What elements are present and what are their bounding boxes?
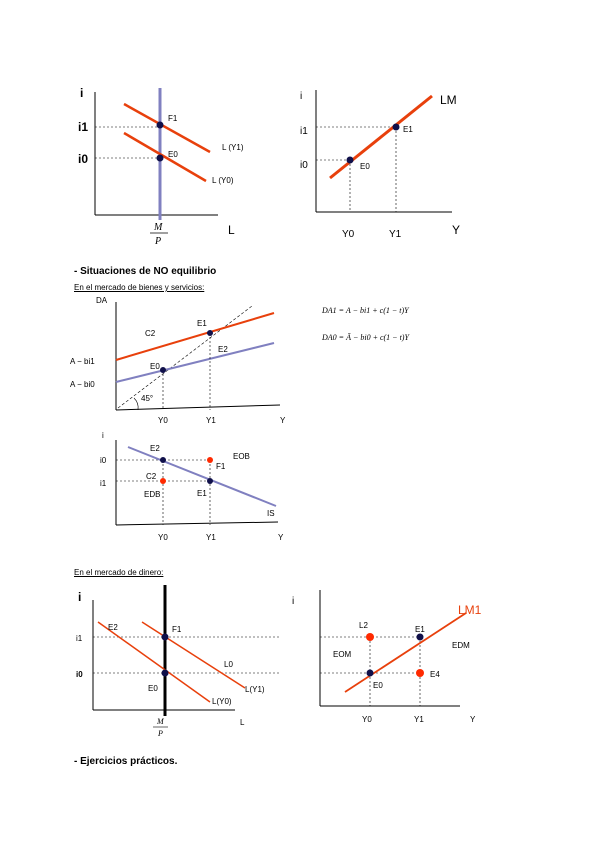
fig5-p-e0: E0 bbox=[148, 684, 158, 693]
fig6-p-e1: E1 bbox=[415, 625, 425, 634]
fig4-point-c2 bbox=[160, 478, 166, 484]
fig2-y1: Y1 bbox=[389, 229, 402, 240]
fig2-point-e1 bbox=[393, 124, 400, 131]
fig2-point-bottom-label: E0 bbox=[360, 162, 370, 171]
fig6-x-label: Y bbox=[470, 715, 476, 724]
fig3-curve-top-label: C2 bbox=[145, 329, 156, 338]
fig2-point-e0 bbox=[347, 157, 354, 164]
fig4-eob: EOB bbox=[233, 452, 250, 461]
fig3-da0-line bbox=[116, 343, 274, 382]
fig1-money-market bbox=[78, 86, 244, 247]
fig4-i1: i1 bbox=[100, 479, 107, 488]
fig3-aggregate-demand bbox=[70, 296, 410, 425]
fig3-da1-line bbox=[116, 313, 274, 360]
fig4-i0: i0 bbox=[100, 456, 107, 465]
fig1-curve-ly0 bbox=[124, 133, 206, 181]
fig2-i1: i1 bbox=[300, 126, 308, 137]
fig3-y0: Y0 bbox=[158, 416, 168, 425]
fig3-x-label: Y bbox=[280, 416, 286, 425]
fig1-point-e0 bbox=[157, 155, 164, 162]
fig3-point-top-label: E1 bbox=[197, 319, 207, 328]
fig4-p-f1: F1 bbox=[216, 462, 226, 471]
fig2-lm-curve bbox=[330, 96, 432, 178]
fig6-eom: EOM bbox=[333, 650, 352, 659]
fig6-point-e0 bbox=[367, 670, 374, 677]
fig3-angle-arc bbox=[134, 398, 138, 410]
fig6-lm bbox=[292, 590, 482, 724]
fig6-point-l2 bbox=[366, 633, 374, 641]
fig1-i0: i0 bbox=[78, 152, 89, 166]
fig5-x-label: L bbox=[240, 718, 245, 727]
fig4-y0: Y0 bbox=[158, 533, 168, 542]
fig1-point-top-label: F1 bbox=[168, 114, 178, 123]
fig3-point-low-label: E0 bbox=[150, 362, 160, 371]
fig3-angle-label: 45° bbox=[141, 394, 154, 403]
heading-exercises: - Ejercicios prácticos. bbox=[74, 756, 178, 767]
fig3-y1: Y1 bbox=[206, 416, 216, 425]
fig5-curve-ly1 bbox=[142, 622, 245, 688]
fig3-intercept0: A − bi0 bbox=[70, 380, 95, 389]
fig3-point-mid-label: E2 bbox=[218, 345, 228, 354]
fig4-point-e1 bbox=[207, 478, 213, 484]
fig1-y-label: i bbox=[80, 86, 84, 100]
fig5-ms-den: P bbox=[158, 729, 163, 738]
fig4-is bbox=[100, 431, 284, 542]
fig6-y1: Y1 bbox=[414, 715, 424, 724]
fig5-point-e0 bbox=[162, 670, 169, 677]
fig3-eq0: DA0 = Ā − bi0 + c(1 − t)Y bbox=[322, 333, 409, 342]
fig6-edm: EDM bbox=[452, 641, 470, 650]
fig1-ms-den: P bbox=[155, 236, 162, 247]
fig4-x-axis bbox=[116, 522, 278, 525]
fig4-curve-label: IS bbox=[267, 509, 275, 518]
fig6-p-e4: E4 bbox=[430, 670, 440, 679]
fig5-p-f1: F1 bbox=[172, 625, 182, 634]
fig3-point-e0 bbox=[160, 367, 166, 373]
fig5-i0: i0 bbox=[76, 670, 83, 679]
fig5-i1: i1 bbox=[76, 634, 83, 643]
fig2-i0: i0 bbox=[300, 160, 308, 171]
fig4-p-e1: E1 bbox=[197, 489, 207, 498]
heading-money-market: En el mercado de dinero: bbox=[74, 568, 164, 577]
fig3-y-label: DA bbox=[96, 296, 108, 305]
fig4-point-f1 bbox=[207, 457, 213, 463]
fig6-curve-label: LM1 bbox=[458, 603, 482, 617]
fig6-y-label: i bbox=[292, 596, 295, 607]
fig1-curve-ly1 bbox=[124, 104, 210, 152]
fig3-45-line bbox=[118, 306, 252, 408]
fig5-point-f1 bbox=[162, 634, 169, 641]
fig4-p-c2: C2 bbox=[146, 472, 157, 481]
fig1-i1: i1 bbox=[78, 120, 89, 134]
fig5-curve-y1: L(Y1) bbox=[245, 685, 265, 694]
fig5-p-e2: E2 bbox=[108, 623, 118, 632]
heading-no-equilibrium: - Situaciones de NO equilibrio bbox=[74, 266, 217, 277]
fig5-ms-num: M bbox=[157, 717, 164, 726]
fig3-point-e1 bbox=[207, 330, 213, 336]
fig5-curve-y0: L(Y0) bbox=[212, 697, 232, 706]
fig5-y-label: i bbox=[78, 590, 82, 604]
fig5-l0: L0 bbox=[224, 660, 233, 669]
fig2-x-label: Y bbox=[452, 223, 461, 237]
fig2-point-top-label: E1 bbox=[403, 125, 413, 134]
heading-goods-market: En el mercado de bienes y servicios: bbox=[74, 283, 205, 292]
fig6-point-e1 bbox=[417, 634, 424, 641]
fig1-x-label: L bbox=[228, 223, 235, 237]
fig1-curve-bottom-label: L (Y0) bbox=[212, 176, 234, 185]
fig3-intercept1: A − bi1 bbox=[70, 357, 95, 366]
fig1-ms-num: M bbox=[154, 222, 163, 233]
fig2-curve-label: LM bbox=[440, 93, 457, 107]
fig3-eq1: DA1 = A − bi1 + c(1 − t)Y bbox=[322, 306, 409, 315]
fig1-point-bottom-label: E0 bbox=[168, 150, 178, 159]
fig2-y0: Y0 bbox=[342, 229, 355, 240]
fig5-money-market bbox=[76, 585, 280, 738]
fig1-curve-top-label: L (Y1) bbox=[222, 143, 244, 152]
fig6-p-e0: E0 bbox=[373, 681, 383, 690]
fig6-point-e4 bbox=[416, 669, 424, 677]
fig4-point-e2 bbox=[160, 457, 166, 463]
fig6-y0: Y0 bbox=[362, 715, 372, 724]
fig6-p-l2: L2 bbox=[359, 621, 368, 630]
fig2-y-label: i bbox=[300, 91, 303, 102]
fig4-p-e2: E2 bbox=[150, 444, 160, 453]
fig4-y1: Y1 bbox=[206, 533, 216, 542]
fig3-x-axis bbox=[116, 405, 280, 410]
fig2-lm bbox=[300, 90, 460, 240]
fig1-point-f1 bbox=[157, 122, 164, 129]
fig4-edb: EDB bbox=[144, 490, 161, 499]
fig4-x-label: Y bbox=[278, 533, 284, 542]
fig4-y-label: i bbox=[102, 431, 104, 440]
